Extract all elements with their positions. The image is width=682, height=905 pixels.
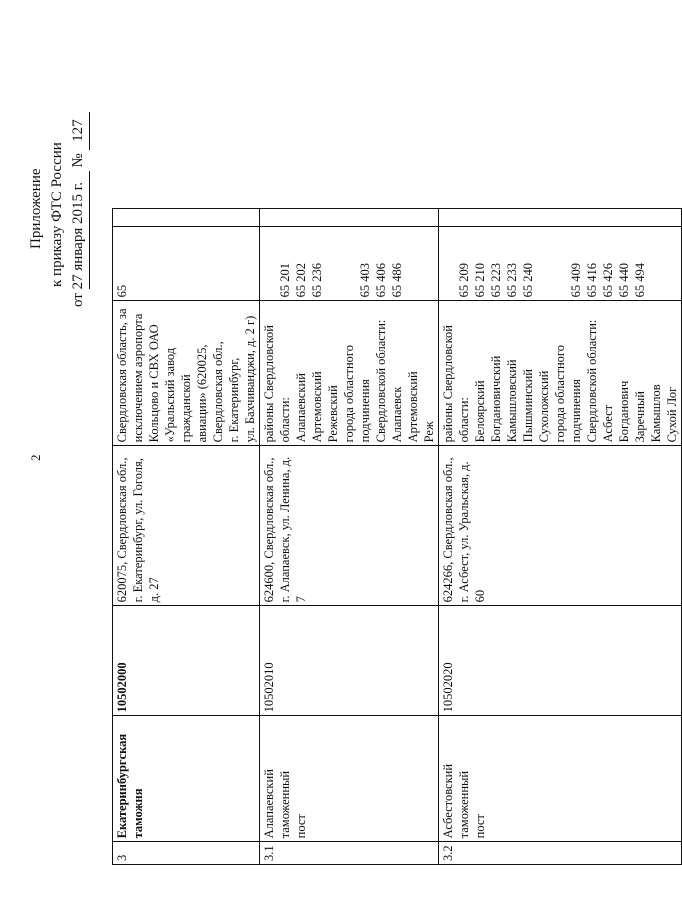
region-list: районы Свердловской области: Алапаевский Артемовский Режевский города областного подчинения Свердловской области: Алапаевск Артемовский Реж [260,301,439,446]
order-date: 27 января 2015 г. [68,171,90,289]
row-number: 3 [113,842,260,865]
customs-address: 624266, Свердловская обл., г. Асбест, ул. Уральская, д. 60 [439,446,682,606]
row-number: 3.1 [260,842,439,865]
okato-codes: 65 201 65 202 65 236 65 403 65 406 65 486 [260,227,439,301]
number-label: № [70,153,86,168]
okato-codes: 65 [113,227,260,301]
extra-cell [113,209,260,227]
table-row [113,209,260,865]
customs-address: 620075, Свердловская обл., г. Екатеринбург, ул. Гоголя, д. 27 [113,446,260,606]
customs-address: 624600, Свердловская обл., г. Алапаевск, ул. Ленина, д. 7 [260,446,439,606]
order-number: 127 [68,112,90,150]
customs-table [112,208,682,865]
okato-codes: 65 209 65 210 65 223 65 233 65 240 65 409 65 416 65 426 65 440 65 494 [439,227,682,301]
page-number: 2 [28,454,43,461]
row-number: 3.2 [439,842,682,865]
appendix-header [26,62,90,307]
table-row [260,209,439,865]
extra-cell [439,209,682,227]
appendix-order-ref: к приказу ФТС России [49,142,65,287]
customs-name: Алапаевский таможенный пост [260,716,439,842]
appendix-date-line [68,62,90,307]
customs-name: Асбестовский таможенный пост [439,716,682,842]
customs-code: 10502020 [439,606,682,716]
appendix-title: Приложение [28,168,44,249]
extra-cell [260,209,439,227]
region-list: Свердловская область, за исключением аэропорта Кольцово и СВХ ОАО «Уральский завод гражданской авиации» (620025, Свердловская обл., г. Екатеринбург, ул. Бахчиванджи, д. 2 г) [113,301,260,446]
region-list: районы Свердловской области: Белоярский Богдановичский Камышловский Пышминский Сухоложский города областного подчинения Свердловской области: Асбест Богданович Заречный Камышлов Сухой Лог [439,301,682,446]
customs-name: Екатеринбургская таможня [113,716,260,842]
table-row [439,209,682,865]
customs-code: 10502000 [113,606,260,716]
customs-code: 10502010 [260,606,439,716]
from-label: от [70,293,86,307]
